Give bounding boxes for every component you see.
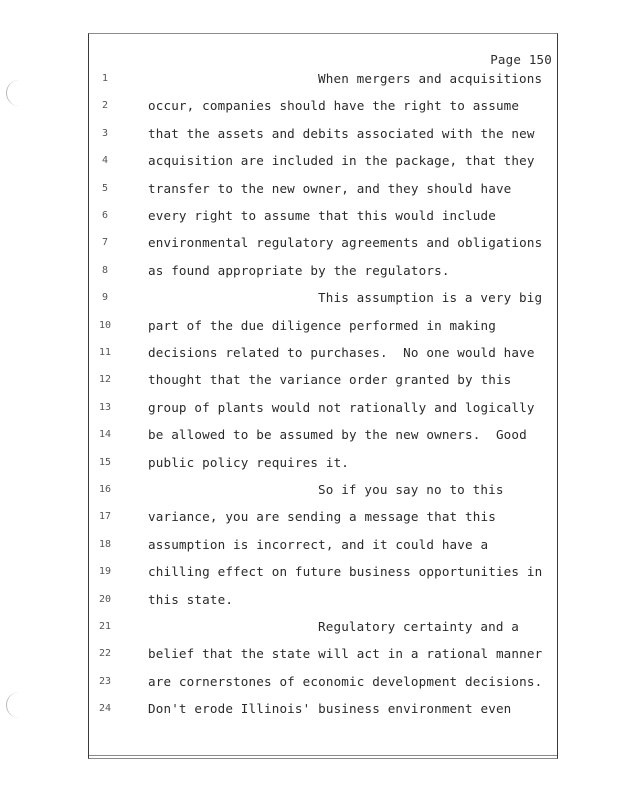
transcript-line bbox=[96, 371, 566, 391]
transcript-line bbox=[96, 234, 566, 254]
line-text: transfer to the new owner, and they should have bbox=[148, 180, 512, 196]
line-text: occur, companies should have the right to assume bbox=[148, 98, 520, 114]
line-number: 17 bbox=[98, 511, 112, 523]
transcript-line bbox=[96, 700, 566, 720]
line-text: part of the due diligence performed in making bbox=[148, 317, 496, 333]
line-text: variance, you are sending a message that this bbox=[148, 509, 496, 525]
line-number: 5 bbox=[101, 182, 109, 194]
transcript-line bbox=[96, 70, 566, 90]
transcript-line bbox=[96, 317, 566, 337]
line-text: are cornerstones of economic development decisions. bbox=[148, 673, 543, 689]
line-text: decisions related to purchases. No one would have bbox=[148, 345, 535, 360]
line-text: public policy requires it. bbox=[148, 454, 350, 470]
transcript-line bbox=[96, 426, 566, 446]
transcript-line bbox=[96, 536, 566, 556]
line-number: 23 bbox=[98, 675, 112, 687]
transcript-line bbox=[96, 207, 566, 227]
transcript-line bbox=[96, 454, 566, 474]
transcript-line bbox=[96, 618, 566, 638]
line-text: that the assets and debits associated with the new bbox=[148, 125, 535, 141]
line-number: 21 bbox=[98, 621, 112, 632]
line-text: belief that the state will act in a rational manner bbox=[148, 646, 543, 662]
line-text: be allowed to be assumed by the new owners. Good bbox=[148, 427, 527, 443]
line-number: 1 bbox=[101, 73, 109, 84]
line-text: So if you say no to this bbox=[318, 482, 504, 497]
line-text: thought that the variance order granted by this bbox=[148, 372, 512, 388]
line-number: 16 bbox=[98, 484, 112, 495]
line-text: environmental regulatory agreements and obligations bbox=[148, 235, 543, 251]
line-number: 4 bbox=[101, 155, 109, 167]
transcript-line bbox=[96, 262, 566, 282]
line-number: 10 bbox=[98, 319, 112, 331]
transcript-line bbox=[96, 125, 566, 145]
line-number: 13 bbox=[98, 401, 112, 413]
line-text: as found appropriate by the regulators. bbox=[148, 262, 450, 278]
line-text: Regulatory certainty and a bbox=[318, 619, 520, 634]
transcript-line bbox=[96, 152, 566, 172]
line-number: 12 bbox=[98, 374, 112, 386]
line-text: assumption is incorrect, and it could have a bbox=[148, 536, 489, 552]
line-number: 7 bbox=[101, 237, 109, 249]
line-number: 19 bbox=[98, 566, 112, 578]
transcript-line bbox=[96, 645, 566, 665]
line-number: 11 bbox=[98, 347, 112, 358]
line-number: 22 bbox=[98, 648, 112, 660]
line-number: 20 bbox=[98, 593, 112, 605]
page-number: Page 150 bbox=[490, 52, 552, 67]
transcript-line bbox=[96, 673, 566, 693]
transcript-line bbox=[96, 344, 566, 364]
line-number: 6 bbox=[101, 210, 109, 221]
transcript-line bbox=[96, 289, 566, 309]
line-text: this state. bbox=[148, 591, 234, 607]
line-text: every right to assume that this would include bbox=[148, 208, 496, 223]
transcript-line bbox=[96, 399, 566, 419]
line-text: group of plants would not rationally and logically bbox=[148, 399, 535, 415]
line-number: 3 bbox=[101, 127, 109, 139]
transcript-line bbox=[96, 97, 566, 117]
line-number: 24 bbox=[98, 703, 112, 715]
transcript-line bbox=[96, 180, 566, 200]
line-text: This assumption is a very big bbox=[318, 290, 543, 306]
line-number: 15 bbox=[98, 456, 112, 468]
transcript-line bbox=[96, 481, 566, 501]
line-text: acquisition are included in the package, that they bbox=[148, 153, 535, 169]
line-text: chilling effect on future business opportunities in bbox=[148, 564, 543, 580]
line-number: 8 bbox=[101, 264, 109, 276]
transcript-line bbox=[96, 563, 566, 583]
line-text: Don't erode Illinois' business environment even bbox=[148, 701, 512, 717]
line-number: 14 bbox=[98, 429, 112, 441]
line-text: When mergers and acquisitions bbox=[318, 71, 543, 86]
transcript-line bbox=[96, 591, 566, 611]
transcript-line bbox=[96, 508, 566, 528]
line-number: 2 bbox=[101, 100, 109, 112]
line-number: 9 bbox=[101, 292, 109, 304]
line-number: 18 bbox=[98, 538, 112, 550]
